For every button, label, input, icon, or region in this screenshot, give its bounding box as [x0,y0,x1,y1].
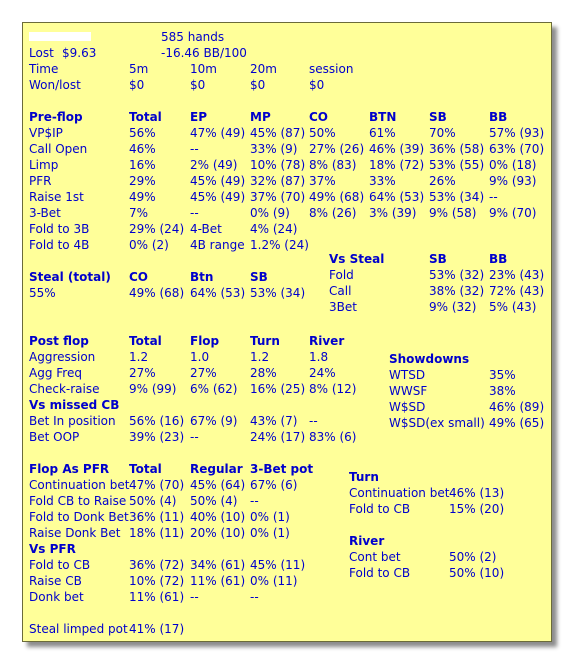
flop-pfr-row-label: Fold CB to Raise [29,494,127,508]
river-row-label: Cont bet [349,550,401,564]
river-title: River [349,534,385,548]
flop-pfr-cell: 50% (4) [190,494,238,508]
vs-steal-row-label: 3Bet [329,300,357,314]
vs-steal-cell: 72% (43) [489,284,545,298]
turn-row-label: Fold to CB [349,502,411,516]
turn-value: 46% (13) [449,486,505,500]
turn-title: Turn [349,470,379,484]
preflop-cell: 50% [309,126,336,140]
postflop-cell: 1.0 [190,350,210,364]
flop-pfr-cell: 0% (1) [250,510,290,524]
missed-cb-cell: 56% (16) [129,414,185,428]
steal-col: CO [129,270,149,284]
fourbet-value: 4% (24) [250,222,298,236]
wonlost-2: $0 [250,78,266,92]
preflop-cell: 45% (49) [190,174,246,188]
missed-cb-title: Vs missed CB [29,398,120,412]
postflop-cell: 27% [129,366,156,380]
postflop-row-label: Agg Freq [29,366,82,380]
preflop-cell: 9% (70) [489,206,537,220]
flop-pfr-cell: 18% (11) [129,526,185,540]
postflop-cell: 1.2 [129,350,149,364]
period-2: 20m [250,62,277,76]
postflop-title: Post flop [29,334,89,348]
showdowns-value: 49% (65) [489,416,545,430]
flop-pfr-cell: 0% (1) [250,526,290,540]
preflop-cell: 46% [129,142,156,156]
vs-steal-cell: 5% (43) [489,300,537,314]
fold-to-4b-label: Fold to 4B [29,238,90,252]
turn-row-label: Continuation bet [349,486,450,500]
preflop-title: Pre-flop [29,110,83,124]
vs-pfr-cell: 34% (61) [190,558,246,572]
showdowns-value: 46% (89) [489,400,545,414]
flop-pfr-cell: 50% (4) [129,494,177,508]
flop-pfr-row-label: Fold to Donk Bet [29,510,129,524]
hands-count: 585 hands [161,30,225,44]
missed-cb-cell: -- [190,430,199,444]
preflop-cell: 56% [129,126,156,140]
vs-steal-row-label: Call [329,284,352,298]
preflop-cell: 53% (34) [429,190,485,204]
vs-pfr-row-label: Donk bet [29,590,84,604]
period-3: session [309,62,354,76]
preflop-cell: 64% (53) [369,190,425,204]
preflop-cell: 63% (70) [489,142,545,156]
wonlost-3: $0 [309,78,325,92]
showdowns-value: 38% [489,384,516,398]
postflop-cell: 1.2 [250,350,270,364]
flop-pfr-title: Flop As PFR [29,462,110,476]
flop-pfr-col: 3-Bet pot [250,462,314,476]
missed-cb-cell: -- [309,414,318,428]
vs-steal-cell: 53% (32) [429,268,485,282]
turn-value: 15% (20) [449,502,505,516]
steal-cell: 64% (53) [190,286,246,300]
showdowns-value: 35% [489,368,516,382]
vs-steal-col: SB [429,252,447,266]
vs-pfr-cell: -- [250,590,259,604]
postflop-row-label: Check-raise [29,382,100,396]
vs-steal-col: BB [489,252,508,266]
fourbet-range-label: 4B range [190,238,245,252]
preflop-cell: 37% [309,174,336,188]
vs-pfr-cell: -- [190,590,199,604]
preflop-cell: 47% (49) [190,126,246,140]
preflop-cell: 49% [129,190,156,204]
wonlost-label: Won/lost [29,78,81,92]
preflop-cell: 2% (49) [190,158,238,172]
river-value: 50% (2) [449,550,497,564]
preflop-row-label: 3-Bet [29,206,61,220]
fold-to-3b-value: 29% (24) [129,222,185,236]
flop-pfr-row-label: Raise Donk Bet [29,526,121,540]
preflop-col-btn: BTN [369,110,397,124]
fold-to-3b-label: Fold to 3B [29,222,90,236]
time-label: Time [29,62,59,76]
preflop-cell: 33% (9) [250,142,298,156]
preflop-cell: 45% (87) [250,126,306,140]
preflop-cell: 45% (49) [190,190,246,204]
fourbet-range-value: 1.2% (24) [250,238,309,252]
wonlost-1: $0 [190,78,206,92]
vs-pfr-cell: 10% (72) [129,574,185,588]
preflop-cell: -- [190,206,199,220]
showdowns-row-label: W$SD [389,400,426,414]
preflop-cell: 27% (26) [309,142,365,156]
preflop-cell: 16% [129,158,156,172]
missed-cb-cell: 24% (17) [250,430,306,444]
showdowns-row-label: W$SD(ex small) [389,416,485,430]
flop-pfr-row-label: Continuation bet [29,478,130,492]
showdowns-title: Showdowns [389,352,470,366]
river-row-label: Fold to CB [349,566,411,580]
preflop-cell: -- [190,142,199,156]
preflop-cell: 46% (39) [369,142,425,156]
preflop-cell: 36% (58) [429,142,485,156]
vs-pfr-row-label: Raise CB [29,574,82,588]
postflop-cell: 28% [250,366,277,380]
fold-to-4b-value: 0% (2) [129,238,169,252]
postflop-col: Turn [250,334,280,348]
preflop-cell: 0% (18) [489,158,537,172]
postflop-cell: 1.8 [309,350,329,364]
preflop-col-total: Total [129,110,162,124]
flop-pfr-cell: 20% (10) [190,526,246,540]
preflop-row-label: Raise 1st [29,190,84,204]
postflop-cell: 8% (12) [309,382,357,396]
postflop-col: River [309,334,345,348]
lost-value: $9.63 [62,46,97,60]
vs-pfr-row-label: Fold to CB [29,558,91,572]
postflop-row-label: Aggression [29,350,96,364]
preflop-cell: 18% (72) [369,158,425,172]
preflop-cell: 26% [429,174,456,188]
postflop-cell: 9% (99) [129,382,177,396]
vs-steal-cell: 23% (43) [489,268,545,282]
missed-cb-row-label: Bet In position [29,414,116,428]
preflop-row-label: PFR [29,174,52,188]
postflop-col: Flop [190,334,220,348]
postflop-col: Total [129,334,162,348]
preflop-cell: 32% (87) [250,174,306,188]
steal-total: 55% [29,286,56,300]
preflop-cell: 37% (70) [250,190,306,204]
flop-pfr-cell: 67% (6) [250,478,298,492]
missed-cb-cell: 67% (9) [190,414,238,428]
preflop-cell: 33% [369,174,396,188]
wonlost-0: $0 [129,78,145,92]
preflop-cell: 57% (93) [489,126,545,140]
vs-steal-title: Vs Steal [329,252,385,266]
missed-cb-cell: 43% (7) [250,414,298,428]
showdowns-row-label: WWSF [389,384,428,398]
preflop-cell: 53% (55) [429,158,485,172]
postflop-cell: 16% (25) [250,382,306,396]
flop-pfr-cell: 36% (11) [129,510,185,524]
missed-cb-row-label: Bet OOP [29,430,80,444]
preflop-cell: 3% (39) [369,206,417,220]
preflop-cell: 0% (9) [250,206,290,220]
preflop-cell: 7% [129,206,149,220]
vs-steal-cell: 9% (32) [429,300,477,314]
postflop-cell: 24% [309,366,336,380]
steal-limped-label: Steal limped pot [29,622,128,636]
flop-pfr-col: Total [129,462,162,476]
preflop-cell: -- [489,190,498,204]
river-value: 50% (10) [449,566,505,580]
preflop-row-label: Call Open [29,142,88,156]
preflop-col-ep: EP [190,110,207,124]
vs-pfr-cell: 36% (72) [129,558,185,572]
vs-pfr-title: Vs PFR [29,542,76,556]
preflop-col-bb: BB [489,110,508,124]
hud-stats-panel [22,22,552,642]
preflop-cell: 9% (93) [489,174,537,188]
steal-cell: 53% (34) [250,286,306,300]
preflop-row-label: Limp [29,158,59,172]
preflop-cell: 70% [429,126,456,140]
postflop-cell: 6% (62) [190,382,238,396]
steal-col: SB [250,270,268,284]
vs-pfr-cell: 11% (61) [190,574,246,588]
flop-pfr-cell: -- [250,494,259,508]
flop-pfr-cell: 47% (70) [129,478,185,492]
preflop-cell: 8% (83) [309,158,357,172]
flop-pfr-cell: 40% (10) [190,510,246,524]
steal-col: Btn [190,270,214,284]
postflop-cell: 27% [190,366,217,380]
preflop-cell: 61% [369,126,396,140]
preflop-cell: 10% (78) [250,158,306,172]
missed-cb-cell: 83% (6) [309,430,357,444]
preflop-cell: 9% (58) [429,206,477,220]
steal-title: Steal (total) [29,270,111,284]
steal-limped-value: 41% (17) [129,622,185,636]
preflop-col-sb: SB [429,110,447,124]
preflop-col-mp: MP [250,110,271,124]
bb-per-100: -16.46 BB/100 [161,46,247,60]
preflop-cell: 8% (26) [309,206,357,220]
fourbet-label: 4-Bet [190,222,222,236]
vs-steal-cell: 38% (32) [429,284,485,298]
player-name-redacted [29,32,91,41]
vs-steal-row-label: Fold [329,268,354,282]
period-1: 10m [190,62,217,76]
vs-pfr-cell: 0% (11) [250,574,298,588]
flop-pfr-col: Regular [190,462,243,476]
preflop-cell: 49% (68) [309,190,365,204]
lost-label: Lost [29,46,54,60]
missed-cb-cell: 39% (23) [129,430,185,444]
period-0: 5m [129,62,149,76]
steal-cell: 49% (68) [129,286,185,300]
vs-pfr-cell: 45% (11) [250,558,306,572]
preflop-cell: 29% [129,174,156,188]
flop-pfr-cell: 45% (64) [190,478,246,492]
vs-pfr-cell: 11% (61) [129,590,185,604]
showdowns-row-label: WTSD [389,368,426,382]
preflop-row-label: VP$IP [29,126,63,140]
preflop-col-co: CO [309,110,329,124]
